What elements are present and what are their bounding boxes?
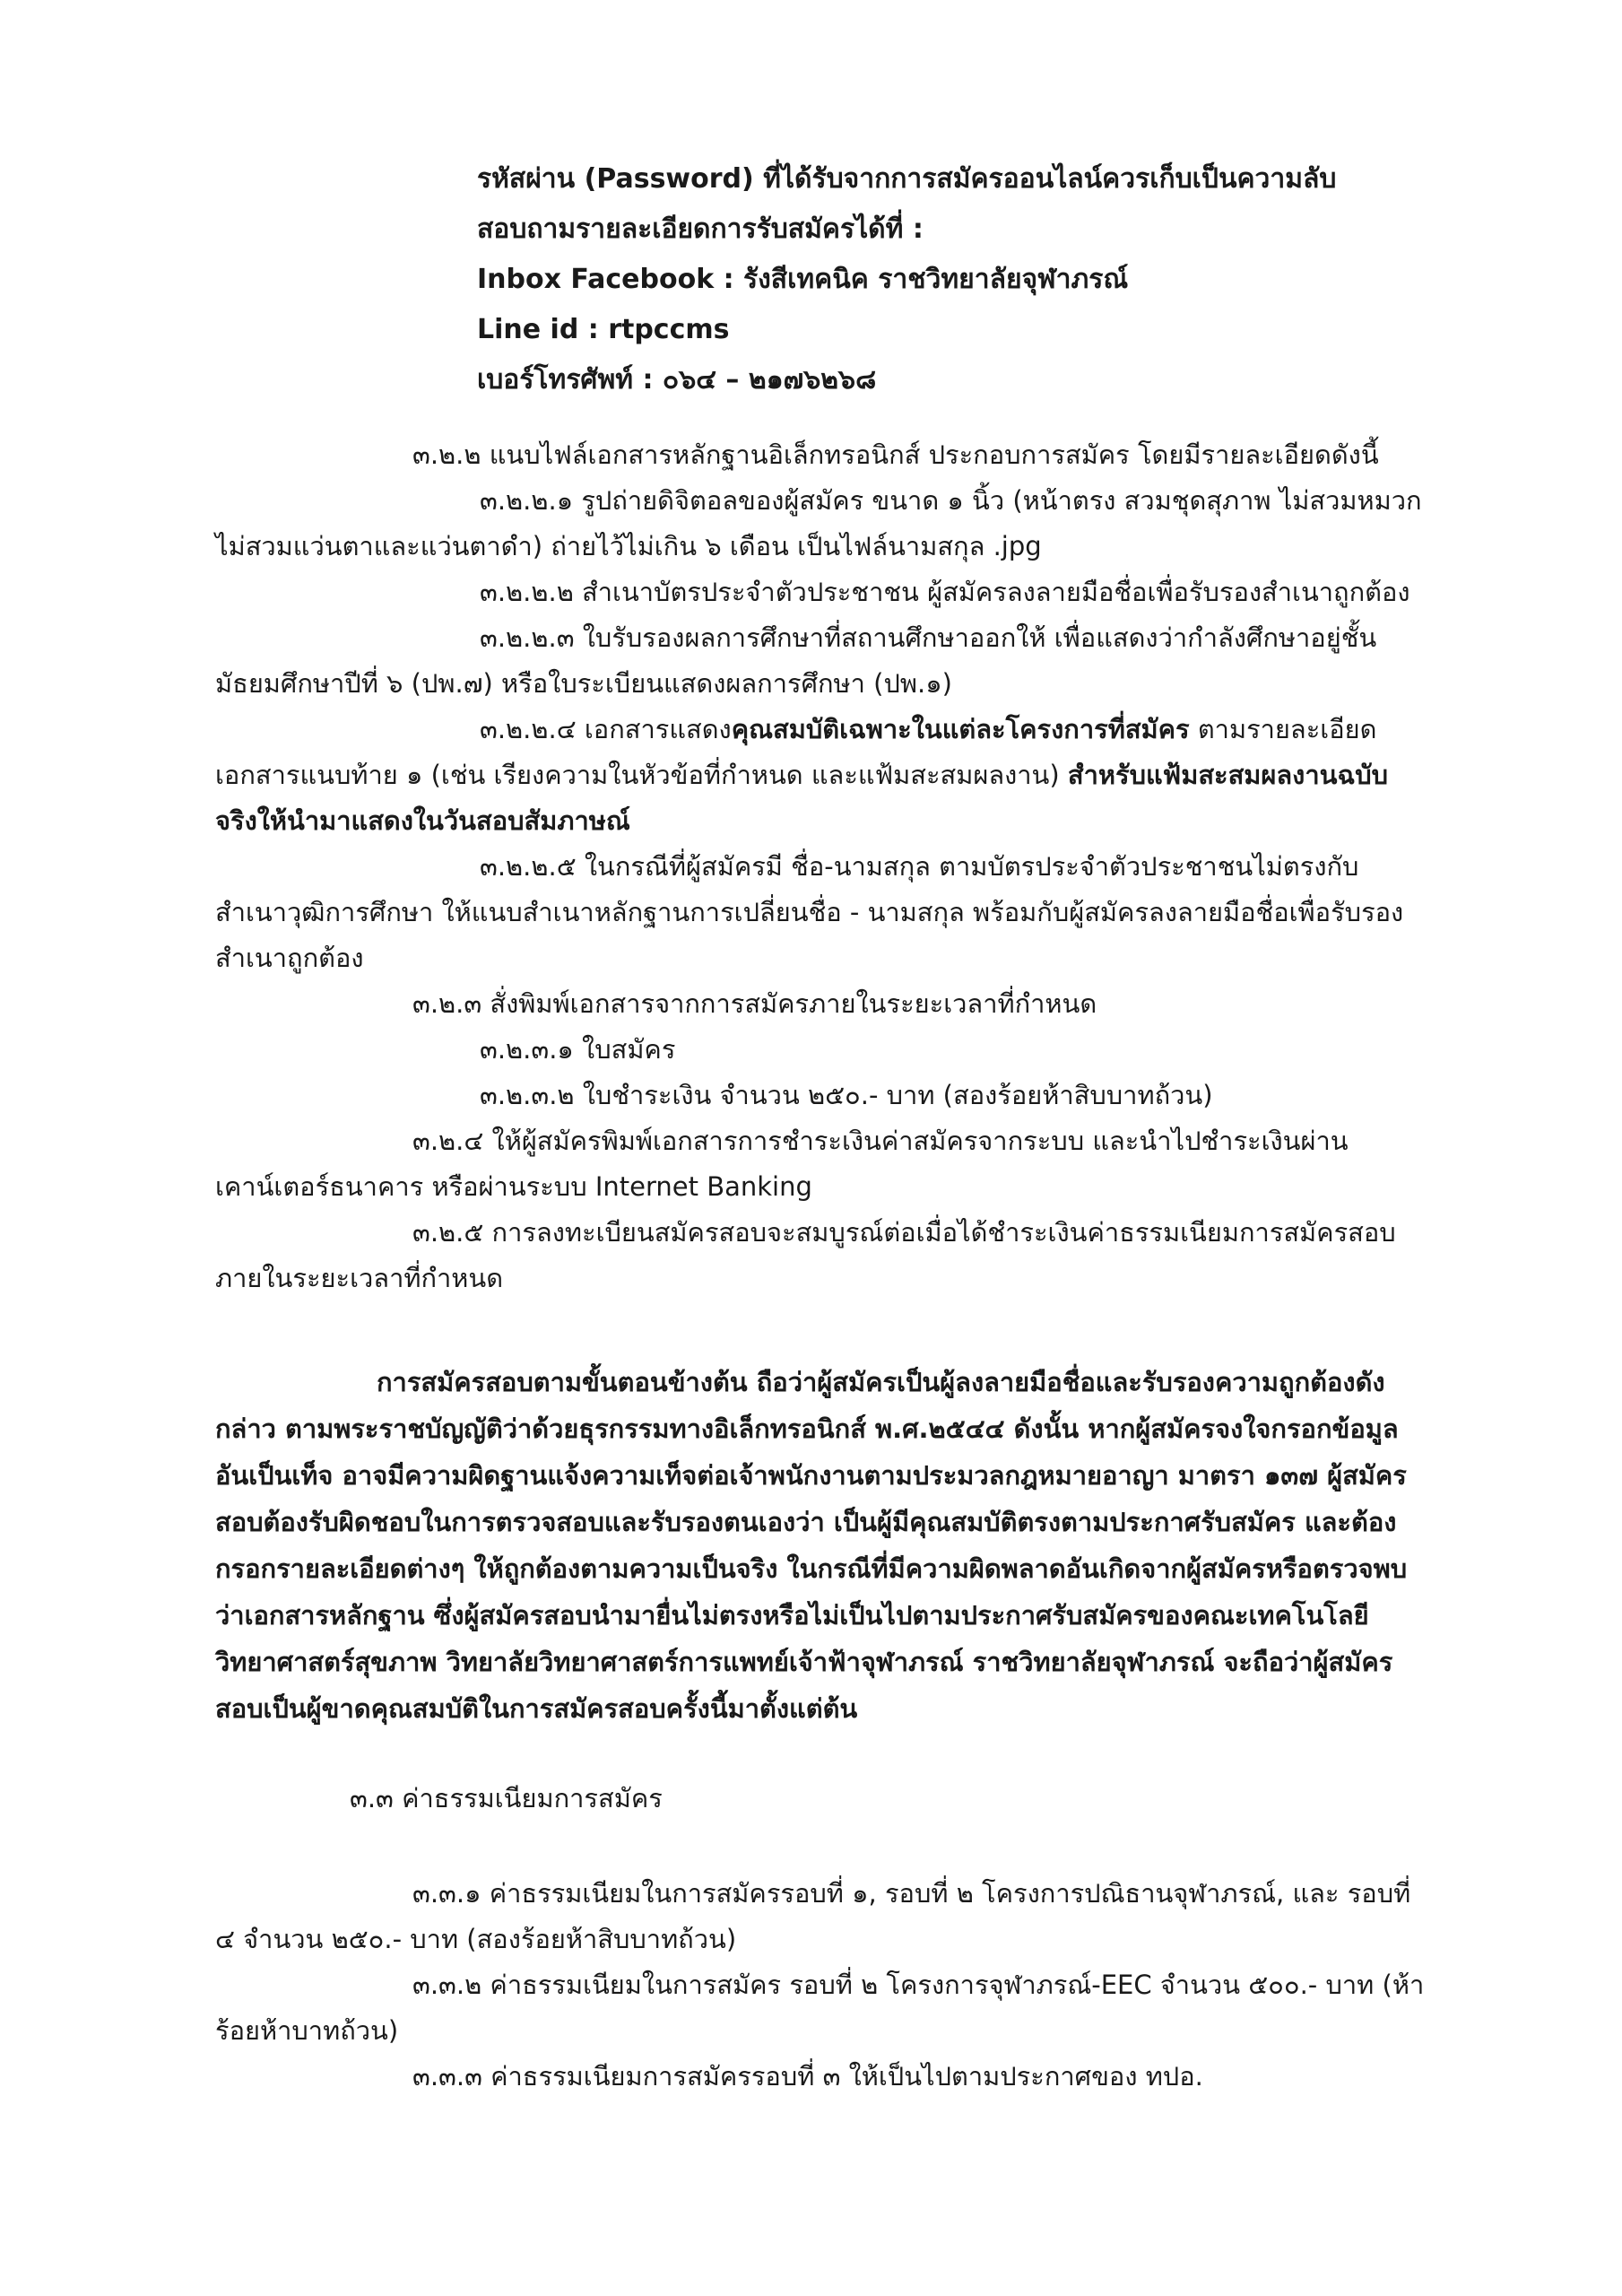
item-3-2-2-1: ๓.๒.๒.๑ รูปถ่ายดิจิตอลของผู้สมัคร ขนาด ๑ นิ้ว (หน้าตรง สวมชุดสุภาพ ไม่สวมหมวก ไม่สวมแว่นตาและแว่นตาดำ) ถ่ายไว้ไม่เกิน ๖ เดือน เป็นไฟล์นามสกุล .jpg	[215, 485, 1422, 561]
contact-info-block	[477, 154, 1336, 405]
facebook-contact: Inbox Facebook : รังสีเทคนิค ราชวิทยาลัยจุฬาภรณ์	[477, 264, 1129, 295]
line-id-contact: Line id : rtpccms	[477, 314, 730, 345]
item-3-2-3-heading: ๓.๒.๓ สั่งพิมพ์เอกสารจากการสมัครภายในระยะเวลาที่กำหนด	[412, 988, 1097, 1019]
phone-contact: เบอร์โทรศัพท์ : ๐๖๔ – ๒๑๗๖๒๖๘	[477, 364, 877, 396]
legal-notice	[215, 1359, 1426, 1732]
item-3-3-2: ๓.๓.๒ ค่าธรรมเนียมในการสมัคร รอบที่ ๒ โครงการจุฬาภรณ์-EEC จำนวน ๕๐๐.- บาท (ห้าร้อยห้าบาทถ้วน)	[215, 1970, 1425, 2046]
qualification-emphasis: คุณสมบัติเฉพาะในแต่ละโครงการที่สมัคร	[731, 714, 1190, 744]
password-note: รหัสผ่าน (Password) ที่ได้รับจากการสมัครออนไลน์ควรเก็บเป็นความลับ	[477, 163, 1337, 195]
item-3-3-3: ๓.๓.๓ ค่าธรรมเนียมการสมัครรอบที่ ๓ ให้เป็นไปตามประกาศของ ทปอ.	[412, 2061, 1203, 2092]
item-3-2-2-5: ๓.๒.๒.๕ ในกรณีที่ผู้สมัครมี ชื่อ-นามสกุล ตามบัตรประจำตัวประชาชนไม่ตรงกับสำเนาวุฒิการศึกษา ให้แนบสำเนาหลักฐานการเปลี่ยนชื่อ - นามสกุล พร้อมกับผู้สมัครลงลายมือชื่อเพื่อรับรองสำเนาถูกต้อง	[215, 851, 1404, 973]
item-3-2-5: ๓.๒.๕ การลงทะเบียนสมัครสอบจะสมบูรณ์ต่อเมื่อได้ชำระเงินค่าธรรมเนียมการสมัครสอบภายในระยะเวลาที่กำหนด	[215, 1217, 1396, 1293]
item-3-2-2-heading: ๓.๒.๒ แนบไฟล์เอกสารหลักฐานอิเล็กทรอนิกส์ ประกอบการสมัคร โดยมีรายละเอียดดังนี้	[412, 439, 1379, 470]
portfolio-emphasis: สำหรับแฟ้มสะสมผลงานฉบับจริงให้นำมาแสดงในวันสอบสัมภาษณ์	[215, 760, 1389, 836]
item-3-2-4: ๓.๒.๔ ให้ผู้สมัครพิมพ์เอกสารการชำระเงินค่าสมัครจากระบบ และนำไปชำระเงินผ่านเคาน์เตอร์ธนาคาร หรือผ่านระบบ Internet Banking	[215, 1126, 1349, 1202]
section-3-3-fees	[215, 1776, 1426, 2100]
section-3-2-body	[215, 432, 1426, 1301]
item-3-2-3-2: ๓.๒.๓.๒ ใบชำระเงิน จำนวน ๒๕๐.- บาท (สองร้อยห้าสิบบาทถ้วน)	[480, 1080, 1213, 1110]
inquiry-heading: สอบถามรายละเอียดการรับสมัครได้ที่ :	[477, 213, 924, 245]
legal-notice-text: การสมัครสอบตามขั้นตอนข้างต้น ถือว่าผู้สมัครเป็นผู้ลงลายมือชื่อและรับรองความถูกต้องดังกล่าว ตามพระราชบัญญัติว่าด้วยธุรกรรมทางอิเล็กทรอนิกส์ พ.ศ.๒๕๔๔ ดังนั้น หากผู้สมัครจงใจกรอกข้อมูลอันเป็นเท็จ อาจมีความผิดฐานแจ้งความเท็จต่อเจ้าพนักงานตามประมวลกฎหมายอาญา มาตรา ๑๓๗ ผู้สมัครสอบต้องรับผิดชอบในการตรวจสอบและรับรองตนเองว่า เป็นผู้มีคุณสมบัติตรงตามประกาศรับสมัคร และต้องกรอกรายละเอียดต่างๆ ให้ถูกต้องตามความเป็นจริง ในกรณีที่มีความผิดพลาดอันเกิดจากผู้สมัครหรือตรวจพบว่าเอกสารหลักฐาน ซึ่งผู้สมัครสอบนำมายื่นไม่ตรงหรือไม่เป็นไปตามประกาศรับสมัครของคณะเทคโนโลยีวิทยาศาสตร์สุขภาพ วิทยาลัยวิทยาศาสตร์การแพทย์เจ้าฟ้าจุฬาภรณ์ ราชวิทยาลัยจุฬาภรณ์ จะถือว่าผู้สมัครสอบเป็นผู้ขาดคุณสมบัติในการสมัครสอบครั้งนี้มาตั้งแต่ต้น	[215, 1367, 1408, 1724]
item-3-2-2-3: ๓.๒.๒.๓ ใบรับรองผลการศึกษาที่สถานศึกษาออกให้ เพื่อแสดงว่ากำลังศึกษาอยู่ชั้นมัธยมศึกษาปีที่ ๖ (ปพ.๗) หรือใบระเบียนแสดงผลการศึกษา (ปพ.๑)	[215, 622, 1377, 699]
item-3-3-1: ๓.๓.๑ ค่าธรรมเนียมในการสมัครรอบที่ ๑, รอบที่ ๒ โครงการปณิธานจุฬาภรณ์, และ รอบที่ ๔ จำนวน ๒๕๐.- บาท (สองร้อยห้าสิบบาทถ้วน)	[215, 1878, 1411, 1954]
item-3-2-2-2: ๓.๒.๒.๒ สำเนาบัตรประจำตัวประชาชน ผู้สมัครลงลายมือชื่อเพื่อรับรองสำเนาถูกต้อง	[480, 577, 1410, 607]
item-3-2-2-4: ๓.๒.๒.๔ เอกสารแสดงคุณสมบัติเฉพาะในแต่ละโครงการที่สมัคร ตามรายละเอียดเอกสารแนบท้าย ๑ (เช่น เรียงความในหัวข้อที่กำหนด และแฟ้มสะสมผลงาน) สำหรับแฟ้มสะสมผลงานฉบับจริงให้นำมาแสดงในวันสอบสัมภาษณ์	[215, 714, 1389, 836]
section-3-3-heading: ๓.๓ ค่าธรรมเนียมการสมัคร	[350, 1783, 663, 1813]
item-3-2-3-1: ๓.๒.๓.๑ ใบสมัคร	[480, 1034, 676, 1065]
